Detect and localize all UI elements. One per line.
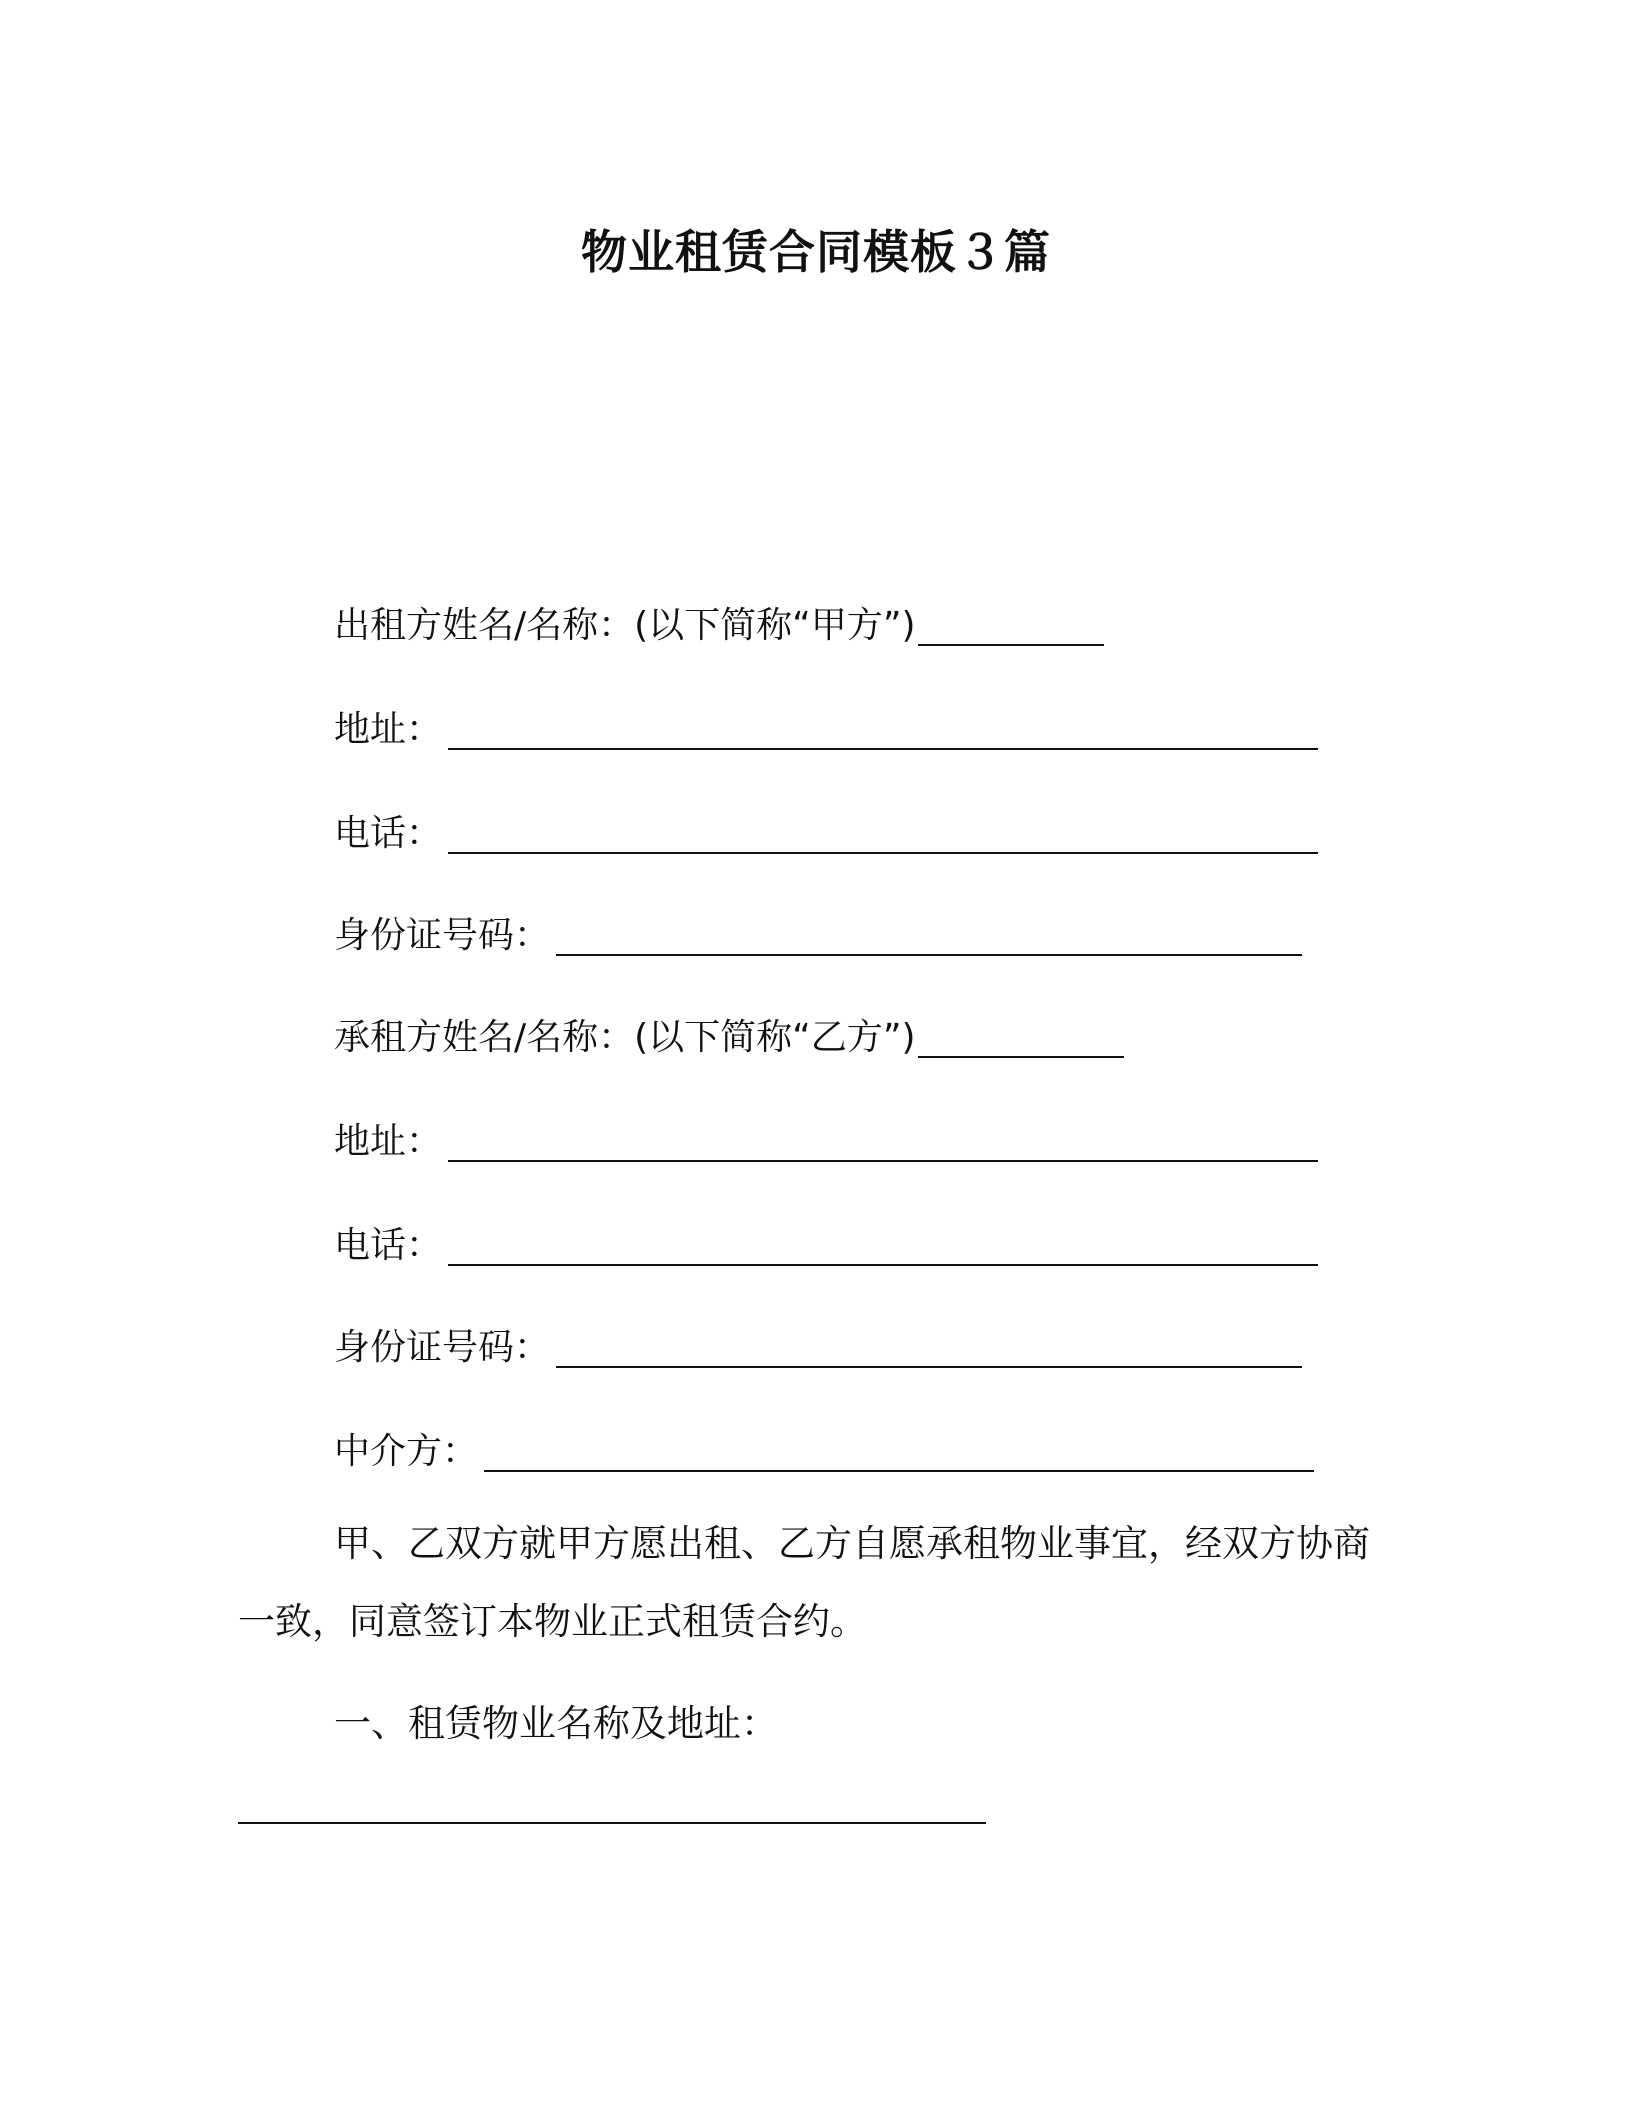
party-b-id-blank[interactable] [556,1330,1302,1368]
party-b-address-label: 地址： [334,1121,443,1162]
party-b-address-field [334,1112,1318,1164]
party-a-name-blank[interactable] [918,608,1104,646]
property-address-blank[interactable] [238,1820,986,1824]
party-a-id-field [334,906,1302,958]
party-b-name-field [334,1008,1124,1060]
party-a-phone-field [334,804,1318,856]
party-a-name-label: 出租方姓名/名称：(以下简称“甲方”) [334,605,916,646]
section-1-heading: 一、租赁物业名称及地址： [334,1702,778,1745]
party-b-id-label: 身份证号码： [334,1327,551,1368]
intro-paragraph-line-1: 甲、乙双方就甲方愿出租、乙方自愿承租物业事宜，经双方协商 [334,1522,1370,1565]
party-a-address-field [334,700,1318,752]
party-a-address-label: 地址： [334,709,443,750]
party-a-name-field [334,596,1104,648]
agent-field [334,1422,1314,1474]
party-b-phone-label: 电话： [334,1225,443,1266]
party-b-address-blank[interactable] [448,1124,1318,1162]
agent-label: 中介方： [334,1431,479,1472]
party-a-address-blank[interactable] [448,712,1318,750]
party-b-id-field [334,1318,1302,1370]
party-b-phone-field [334,1216,1318,1268]
party-a-id-label: 身份证号码： [334,915,551,956]
party-b-name-blank[interactable] [918,1020,1124,1058]
party-a-phone-blank[interactable] [448,816,1318,854]
party-b-phone-blank[interactable] [448,1228,1318,1266]
party-a-id-blank[interactable] [556,918,1302,956]
intro-paragraph-line-2: 一致，同意签订本物业正式租赁合约。 [238,1600,867,1643]
party-a-phone-label: 电话： [334,813,443,854]
party-b-name-label: 承租方姓名/名称：(以下简称“乙方”) [334,1017,916,1058]
document-title: 物业租赁合同模板３篇 [581,225,1051,279]
agent-blank[interactable] [484,1434,1314,1472]
